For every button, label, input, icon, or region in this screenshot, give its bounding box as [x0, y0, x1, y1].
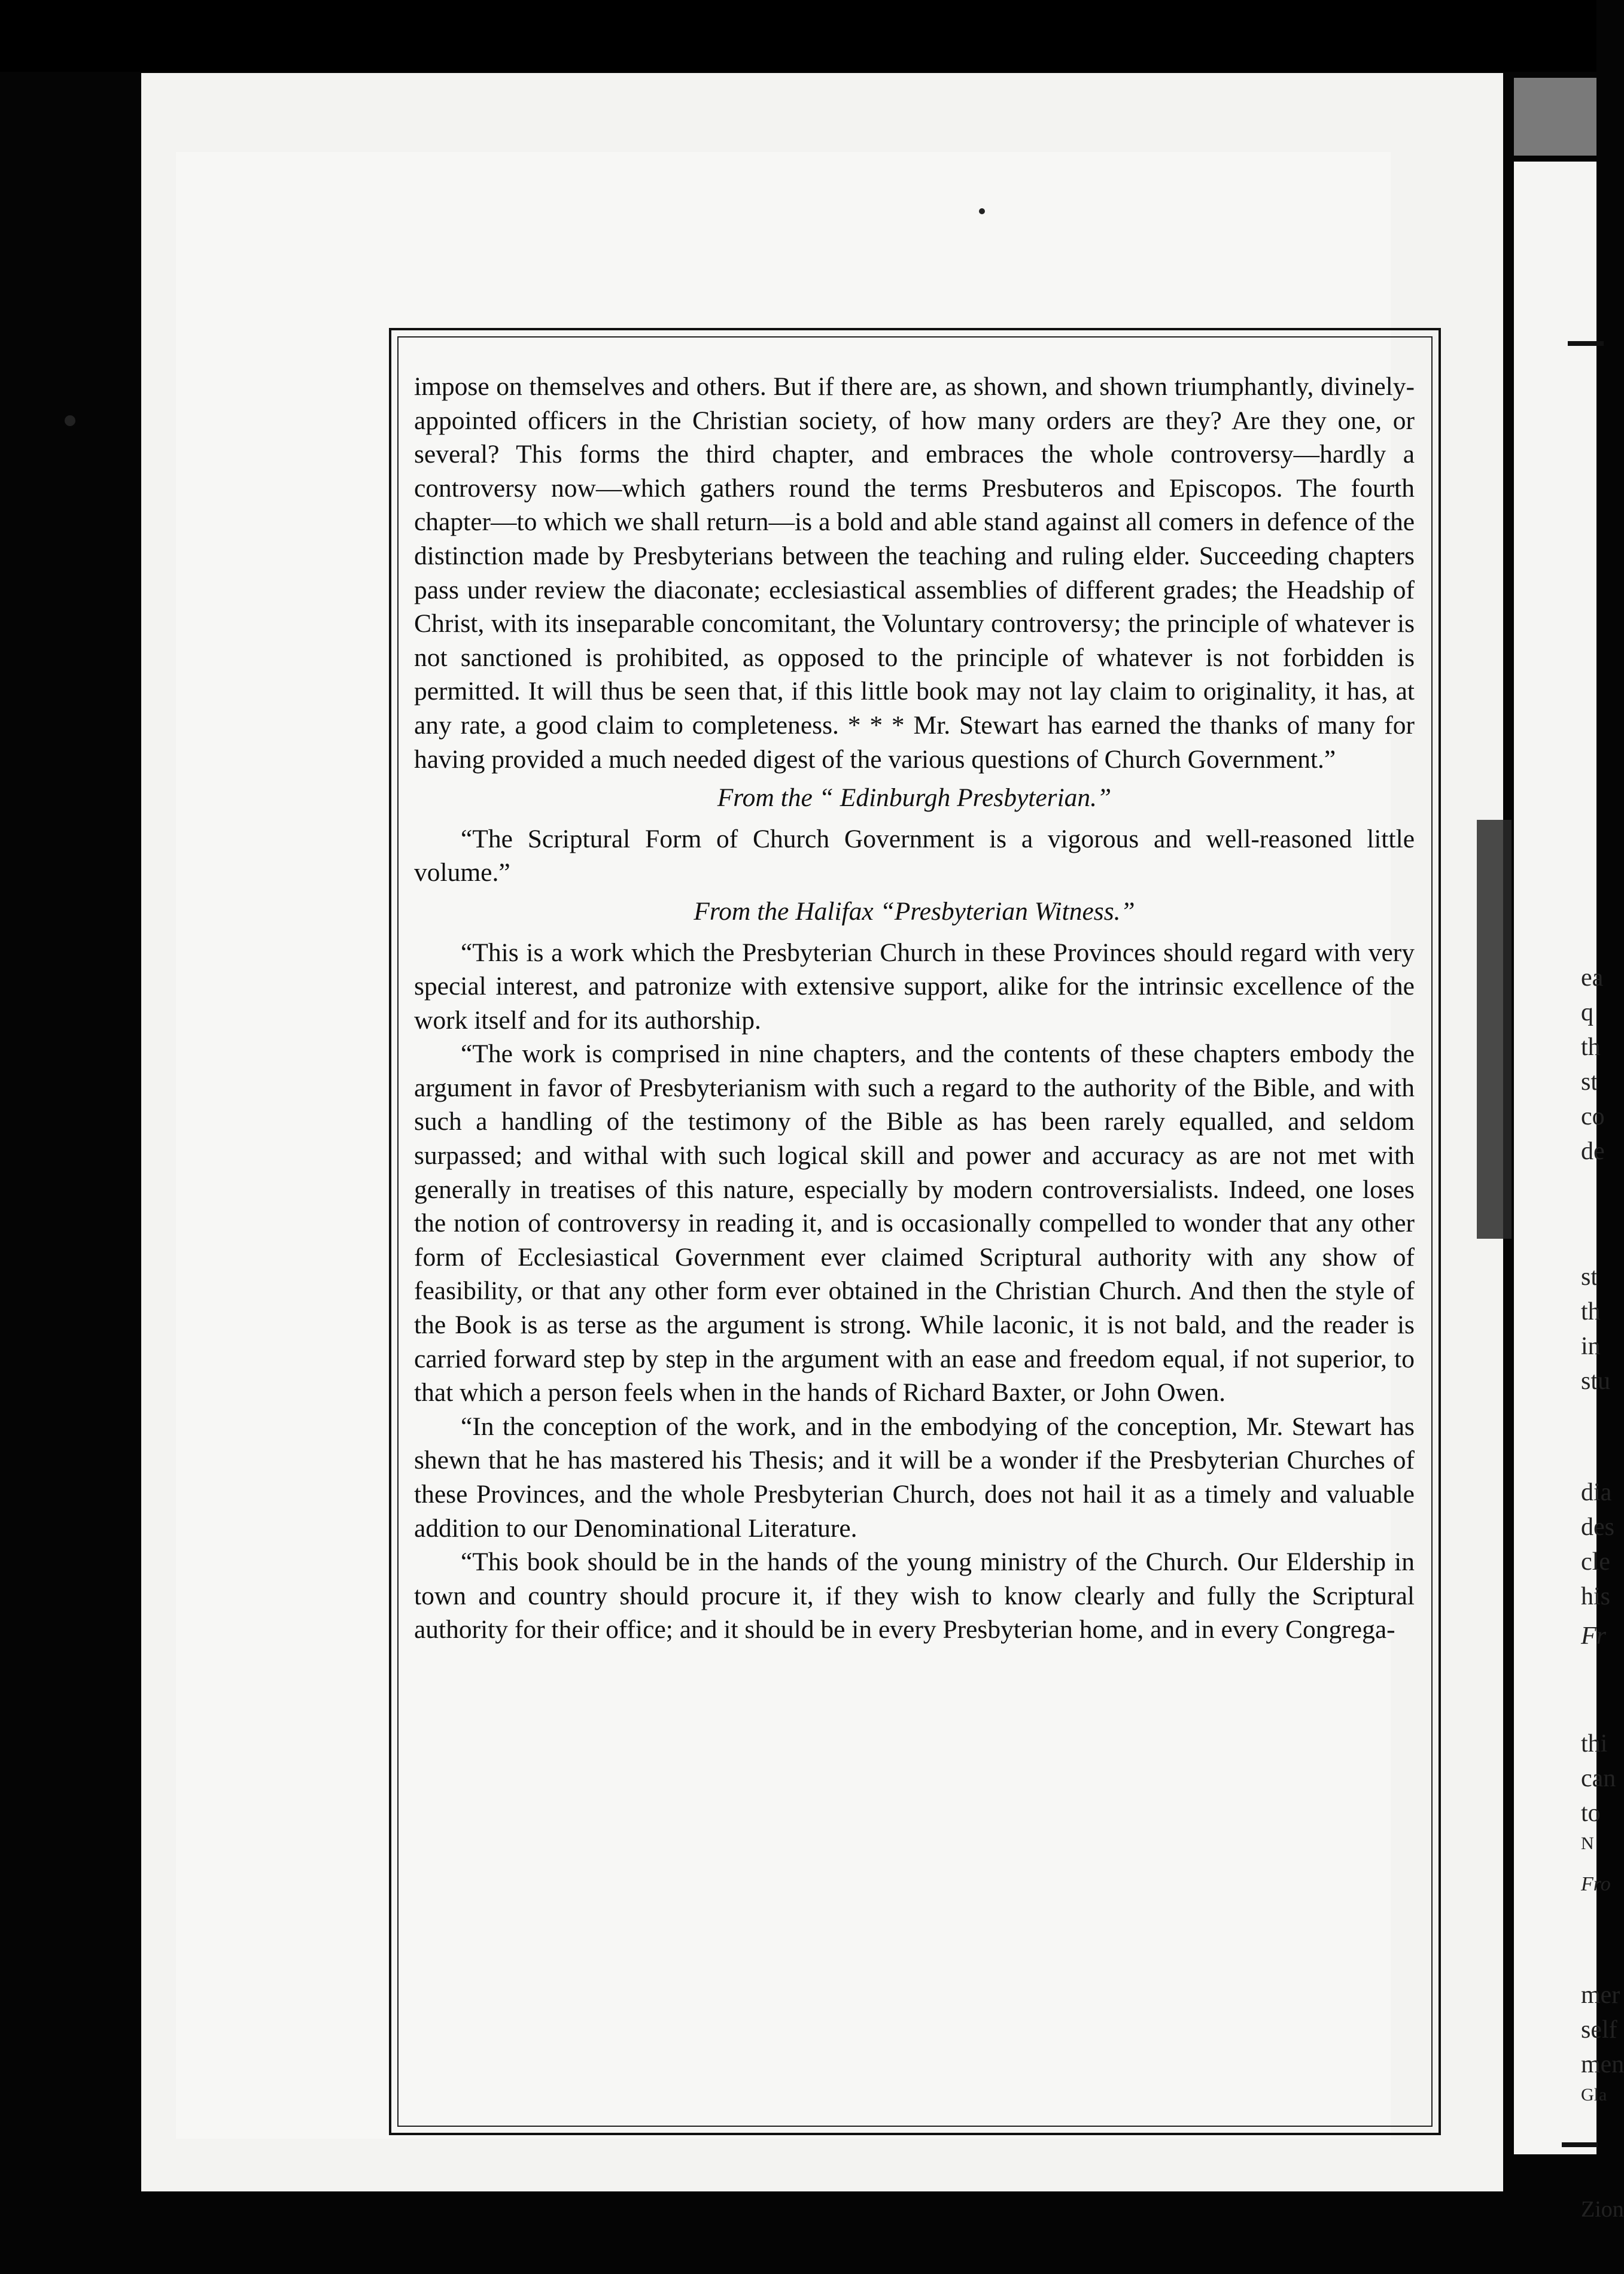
- body-paragraph: “This is a work which the Presbyterian Church in these Provinces should regard with very special interest, and patronize with extensive support, alike for the intrinsic excellence of the work itself and for its authorship.: [414, 938, 1415, 1035]
- adjacent-page-shadow: [1514, 78, 1596, 156]
- adjacent-fragment: mer: [1581, 1981, 1620, 2009]
- adjacent-fragment: de: [1581, 1138, 1605, 1165]
- torn-edge: [1477, 820, 1512, 1239]
- adjacent-page-rule-top: [1568, 341, 1604, 346]
- adjacent-fragment: in: [1581, 1333, 1601, 1360]
- adjacent-fragment: co: [1581, 1103, 1605, 1130]
- adjacent-fragment: stu: [1581, 1367, 1611, 1395]
- adjacent-fragment: st: [1581, 1068, 1598, 1096]
- adjacent-fragment: q: [1581, 999, 1593, 1026]
- adjacent-fragment: cle: [1581, 1548, 1610, 1576]
- adjacent-fragment: Zion: [1581, 2197, 1624, 2222]
- adjacent-fragment: th: [1581, 1033, 1601, 1061]
- page-text-block: [414, 370, 1415, 1647]
- adjacent-fragment: his: [1581, 1583, 1611, 1610]
- speck: [979, 208, 985, 214]
- adjacent-fragment: Gla: [1581, 2085, 1607, 2105]
- adjacent-fragment: des: [1581, 1513, 1614, 1541]
- body-paragraph: impose on themselves and others. But if there are, as shown, and shown triumphantly, divinely-appointed officers in the Christian society, of how many orders are they? Are they one, or several? This forms the third chapter, and embraces the whole controversy—hardly a controversy now—which gathers round the terms Presbuteros and Episcopos. The fourth chapter—to which we shall return—is a bold and able stand against all comers in defence of the distinction made by Presbyterians between the teaching and ruling elder. Succeeding chapters pass under review the diaconate; ecclesiastical assemblies of different grades; the Headship of Christ, with its inseparable concomitant, the Voluntary controversy; the principle of whatever is not sanctioned is prohibited, as opposed to the principle of whatever is not forbidden is permitted. It will thus be seen that, if this little book may not lay claim to originality, it has, at any rate, a good claim to completeness. * * * Mr. Stewart has earned the thanks of many for having provided a much needed digest of the various questions of Church Government.”: [414, 372, 1415, 774]
- adjacent-fragment: self: [1581, 2016, 1617, 2044]
- film-border: [0, 0, 1596, 72]
- adjacent-fragment: N: [1581, 1834, 1594, 1853]
- adjacent-fragment: thi: [1581, 1730, 1608, 1758]
- adjacent-fragment: st: [1581, 1263, 1598, 1291]
- adjacent-page-edge: [1514, 162, 1624, 2222]
- body-paragraph: “In the conception of the work, and in the embodying of the conception, Mr. Stewart has shewn that he has mastered his Thesis; and it will be a wonder if the Presbyterian Churches of these Provinces, and the whole Presbyterian Church, does not hail it as a timely and valuable addition to our Denominational Literature.: [414, 1412, 1415, 1543]
- adjacent-page-rule-bottom: [1562, 2142, 1598, 2147]
- body-paragraph: “This book should be in the hands of the young ministry of the Church. Our Eldership in town and country should procure it, if they wish to know clearly and fully the Scriptural authority for their office; and it should be in every Presbyterian home, and in every Congrega-: [414, 1548, 1415, 1644]
- body-paragraph: “The Scriptural Form of Church Government is a vigorous and well-reasoned little volume.”: [414, 824, 1415, 887]
- adjacent-fragment: th: [1581, 1298, 1601, 1326]
- adjacent-fragment: to: [1581, 1799, 1601, 1827]
- adjacent-fragment: can: [1581, 1765, 1616, 1792]
- body-paragraph: “The work is comprised in nine chapters, and the contents of these chapters embody the argument in favor of Presbyterianism with such a regard to the authority of the Bible, and with such a handling of the testimony of the Bible as has been rarely equalled, and seldom surpassed; and withal with such logical skill and power and accuracy as are not met with generally in treatises of this nature, especially by modern controversialists. Indeed, one loses the notion of controversy in reading it, and is occasionally compelled to wonder that any other form of Ecclesiastical Government ever claimed Scriptural authority with any show of feasibility, or that any other form ever obtained in the Christian Church. And then the style of the Book is as terse as the argument is strong. While laconic, it is not bald, and the reader is carried forward step by step in the argument with an ease and freedom equal, if not superior, to that which a person feels when in the hands of Richard Baxter, or John Owen.: [414, 1039, 1415, 1407]
- review-source-heading: From the Halifax “Presbyterian Witness.”: [694, 896, 1135, 926]
- adjacent-fragment: Fr: [1581, 1622, 1606, 1650]
- adjacent-fragment: men: [1581, 2051, 1624, 2078]
- adjacent-fragment: Fro: [1581, 1873, 1611, 1895]
- speck: [65, 415, 75, 426]
- review-source-heading: From the “ Edinburgh Presbyterian.”: [717, 783, 1112, 813]
- adjacent-fragment: dia: [1581, 1479, 1612, 1506]
- adjacent-fragment: ea: [1581, 964, 1604, 992]
